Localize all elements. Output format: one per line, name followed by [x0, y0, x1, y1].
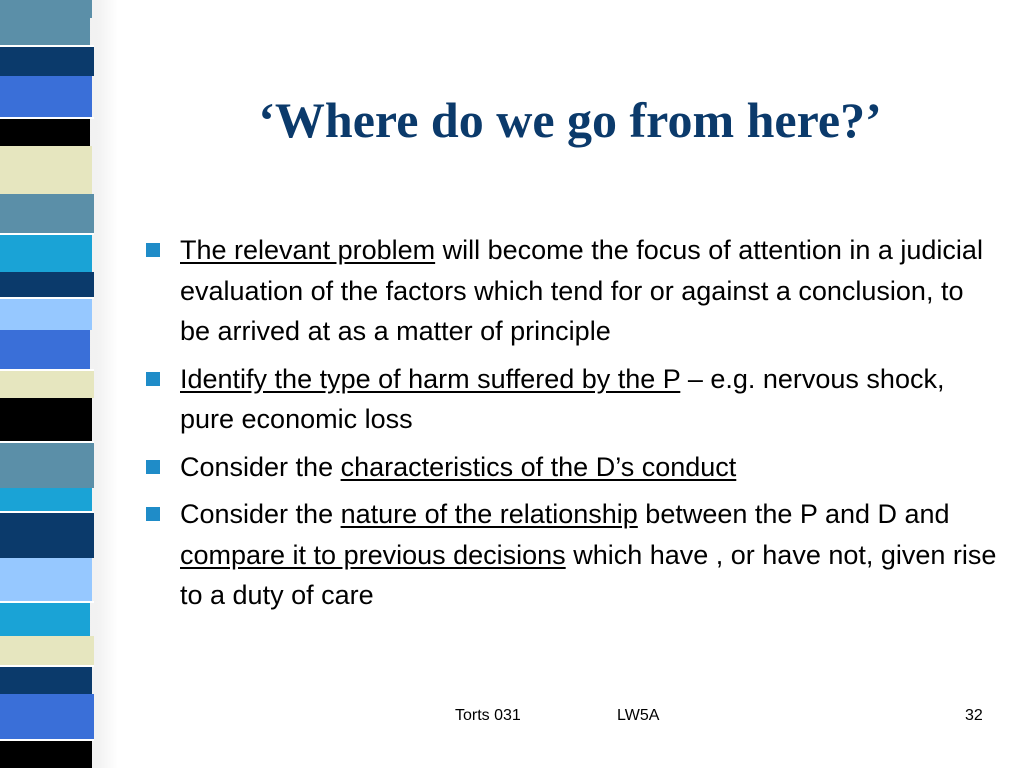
bullet-list: [140, 230, 1000, 623]
bullet-text: between the P and D and: [637, 499, 958, 529]
bullet-text: – e.g. nervous shock, pure economic loss: [180, 363, 945, 434]
bullet-item: [140, 230, 1000, 352]
bullet-text-underlined: compare it to previous decisions: [180, 539, 566, 570]
bullet-text: Consider the: [180, 499, 341, 529]
slide-title: ‘Where do we go from here?’: [258, 92, 882, 148]
bullet-item: [140, 447, 1000, 488]
square-bullet-icon: [146, 460, 160, 474]
bullet-text: Consider the: [180, 451, 341, 482]
footer-course: Torts 031: [455, 707, 521, 724]
bullet-text-underlined: Identify the type of harm suffered by the P: [180, 363, 681, 394]
bullet-item: [140, 494, 1000, 616]
square-bullet-icon: [146, 372, 160, 386]
square-bullet-icon: [146, 507, 160, 521]
page-number: 32: [965, 707, 983, 724]
bullet-text-underlined: characteristics of the D’s conduct: [340, 451, 737, 482]
decorative-color-strip: [0, 0, 118, 768]
footer-code: LW5A: [617, 707, 660, 724]
square-bullet-icon: [146, 243, 160, 257]
bullet-text: will become the focus of attention in a judicial evaluation of the factors which tend for or against a conclusion, to be arrived at as a matter of principle: [180, 235, 983, 346]
bullet-text-underlined: The relevant problem: [180, 235, 436, 265]
bullet-text: which have , or have not, given rise to a duty of care: [180, 539, 997, 610]
bullet-text-underlined: nature of the relationship: [340, 499, 638, 529]
bullet-item: [140, 359, 1000, 440]
